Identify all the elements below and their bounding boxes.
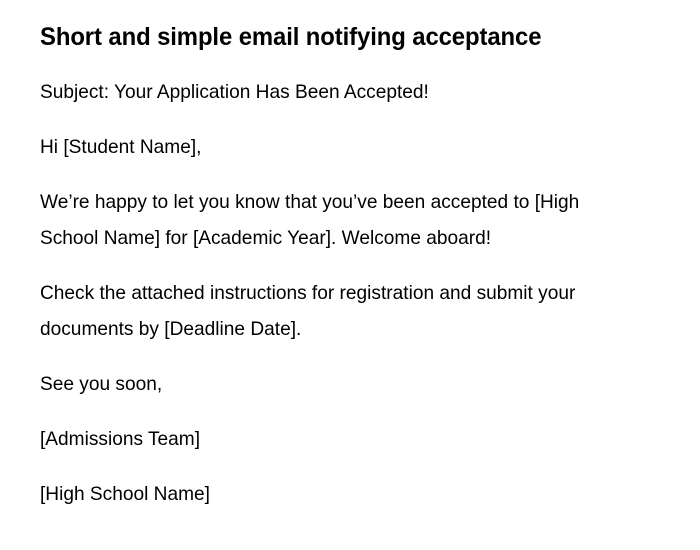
email-signoff: See you soon, [40,373,163,395]
page-title: Short and simple email notifying acceptance [40,23,542,51]
email-body [40,74,640,512]
email-paragraph-acceptance: We’re happy to let you know that you’ve been accepted to [High School Name] for [Academic Year]. Welcome aboard! [40,191,580,249]
email-signature-team: [Admissions Team] [40,428,201,450]
email-subject-line: Subject: Your Application Has Been Accepted! [40,81,429,103]
email-signature-school: [High School Name] [40,483,210,505]
email-paragraph-instructions: Check the attached instructions for registration and submit your documents by [Deadline Date]. [40,282,576,340]
email-greeting: Hi [Student Name], [40,136,202,158]
